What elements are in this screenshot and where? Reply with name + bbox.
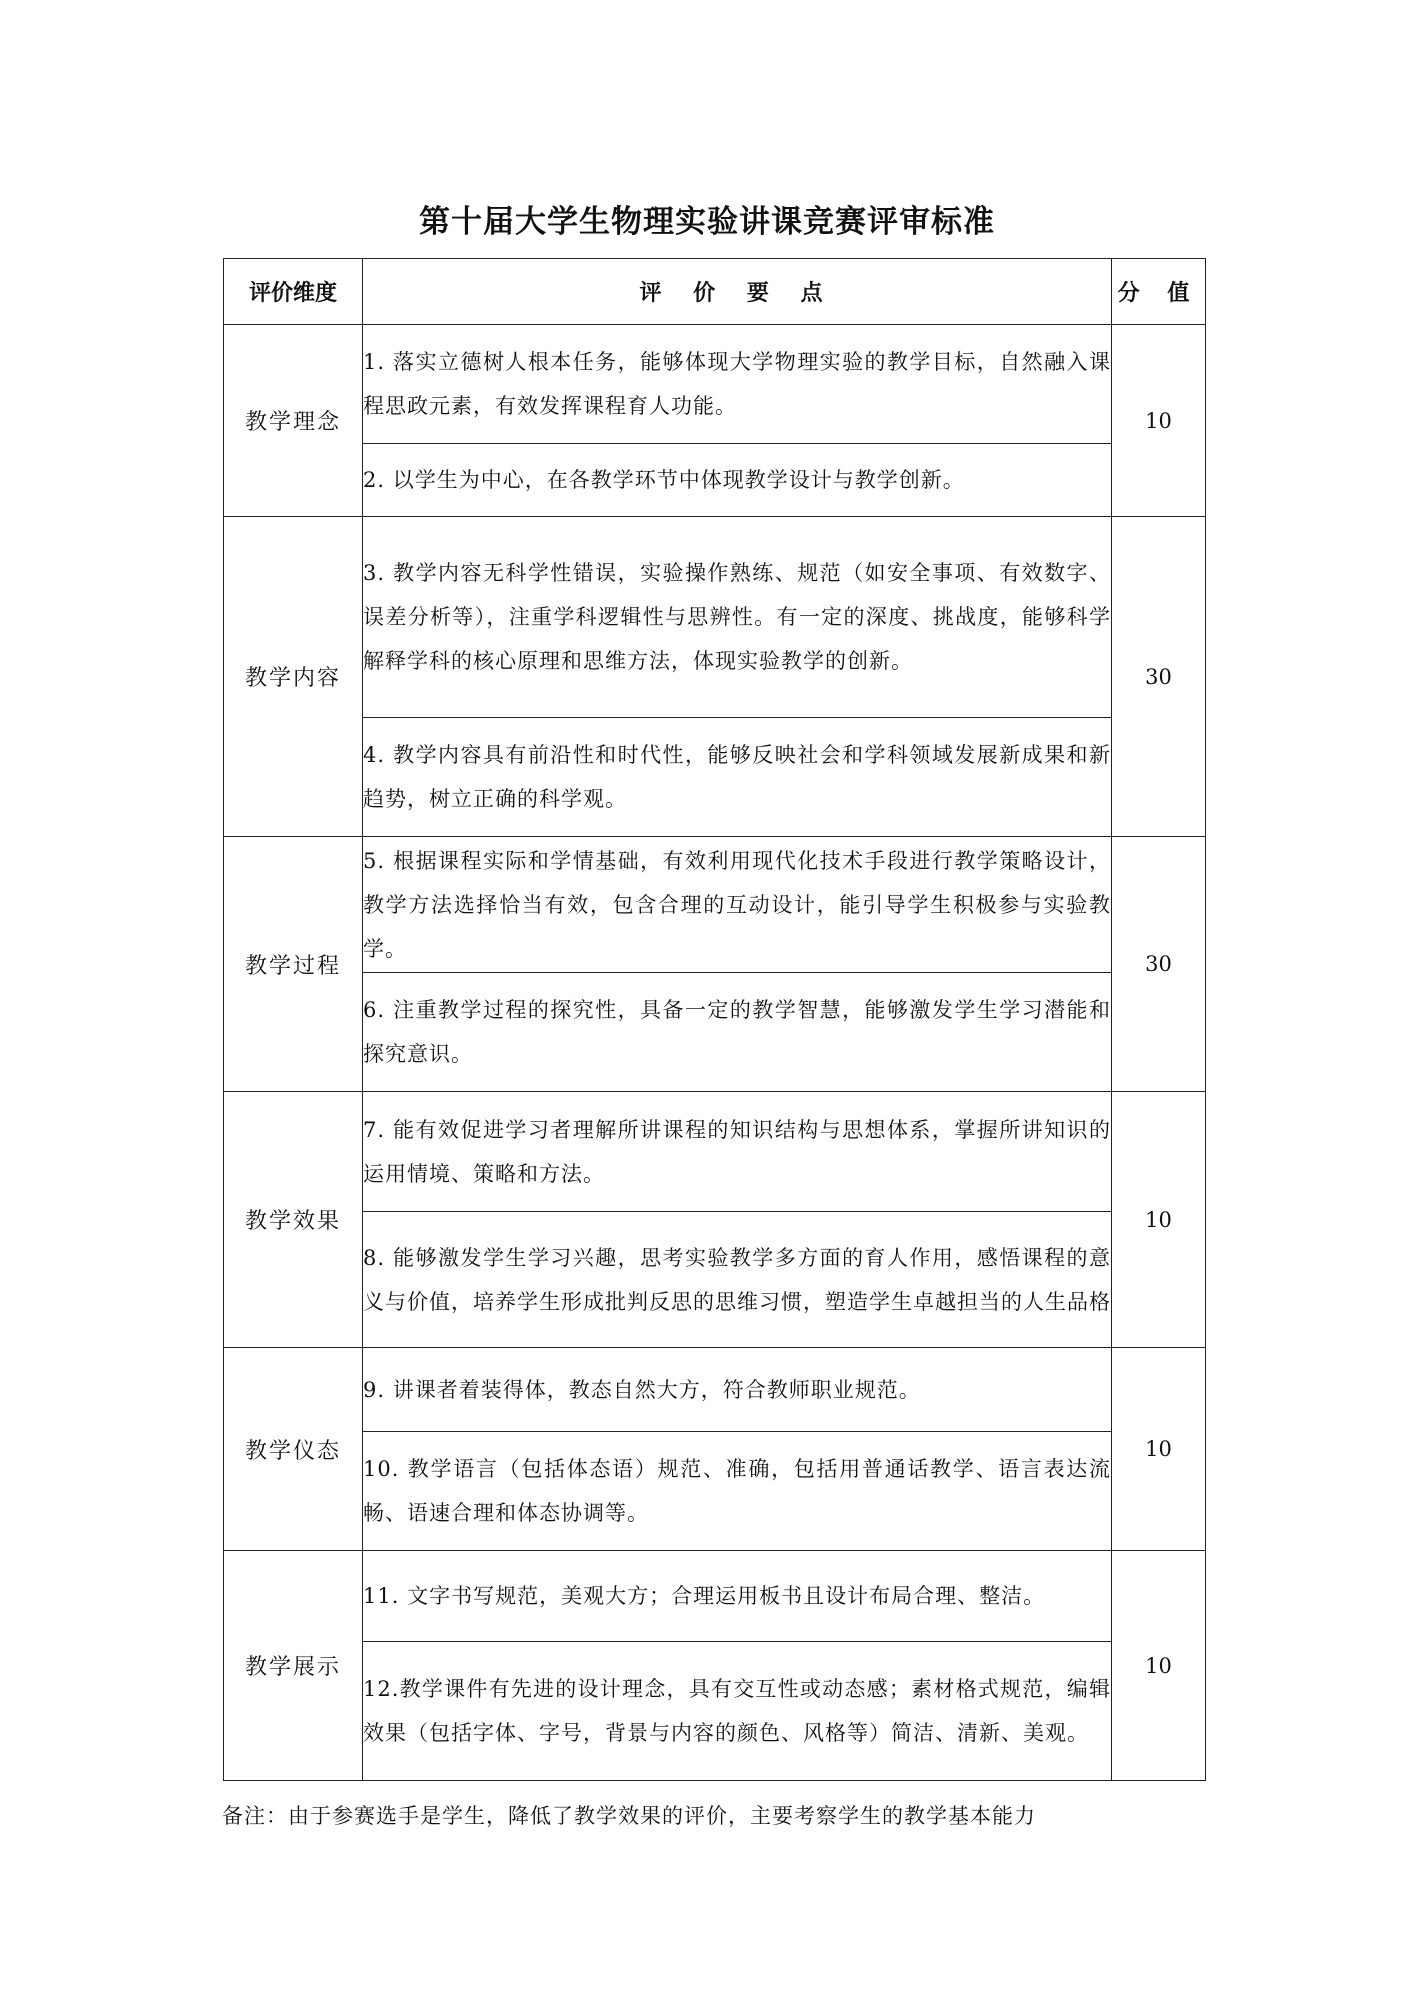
point-cell: 3. 教学内容无科学性错误，实验操作熟练、规范（如安全事项、有效数字、误差分析等），注重学科逻辑性与思辨性。有一定的深度、挑战度，能够科学解释学科的核心原理和思维方法，体现实验教学的创新。 — [363, 517, 1112, 718]
point-cell: 10. 教学语言（包括体态语）规范、准确，包括用普通话教学、语言表达流畅、语速合理和体态协调等。 — [363, 1432, 1112, 1551]
table-row — [224, 325, 1206, 444]
footnote: 备注：由于参赛选手是学生，降低了教学效果的评价，主要考察学生的教学基本能力 — [222, 1804, 1036, 1828]
table-row — [224, 444, 1206, 517]
dimension-cell: 教学内容 — [224, 517, 363, 837]
table-row — [224, 718, 1206, 837]
score-cell: 10 — [1112, 1551, 1206, 1781]
dimension-cell: 教学效果 — [224, 1092, 363, 1348]
point-cell: 11. 文字书写规范，美观大方；合理运用板书且设计布局合理、整洁。 — [363, 1551, 1112, 1642]
table-row — [224, 837, 1206, 973]
point-cell: 2. 以学生为中心，在各教学环节中体现教学设计与教学创新。 — [363, 444, 1112, 517]
header-points: 评 价 要 点 — [363, 259, 1112, 325]
point-cell: 4. 教学内容具有前沿性和时代性，能够反映社会和学科领域发展新成果和新趋势，树立正确的科学观。 — [363, 718, 1112, 837]
score-cell: 30 — [1112, 517, 1206, 837]
point-cell: 7. 能有效促进学习者理解所讲课程的知识结构与思想体系，掌握所讲知识的运用情境、策略和方法。 — [363, 1092, 1112, 1212]
table-row — [224, 1642, 1206, 1781]
table-row — [224, 1432, 1206, 1551]
table-row — [224, 1212, 1206, 1348]
dimension-cell: 教学展示 — [224, 1551, 363, 1781]
table-row — [224, 1551, 1206, 1642]
table-row — [224, 973, 1206, 1092]
dimension-cell: 教学仪态 — [224, 1348, 363, 1551]
table-row — [224, 1348, 1206, 1432]
page-title: 第十届大学生物理实验讲课竞赛评审标准 — [419, 204, 995, 240]
table-row — [224, 1092, 1206, 1212]
dimension-cell: 教学过程 — [224, 837, 363, 1092]
dimension-cell: 教学理念 — [224, 325, 363, 517]
point-cell: 6. 注重教学过程的探究性，具备一定的教学智慧，能够激发学生学习潜能和探究意识。 — [363, 973, 1112, 1092]
point-cell: 12.教学课件有先进的设计理念，具有交互性或动态感；素材格式规范，编辑效果（包括字体、字号，背景与内容的颜色、风格等）简洁、清新、美观。 — [363, 1642, 1112, 1781]
score-cell: 10 — [1112, 325, 1206, 517]
point-cell: 8. 能够激发学生学习兴趣，思考实验教学多方面的育人作用，感悟课程的意义与价值，培养学生形成批判反思的思维习惯，塑造学生卓越担当的人生品格 — [363, 1212, 1112, 1348]
score-cell: 30 — [1112, 837, 1206, 1092]
table-header-row — [224, 259, 1206, 325]
score-cell: 10 — [1112, 1348, 1206, 1551]
point-cell: 9. 讲课者着装得体，教态自然大方，符合教师职业规范。 — [363, 1348, 1112, 1432]
point-cell: 5. 根据课程实际和学情基础，有效利用现代化技术手段进行教学策略设计，教学方法选择恰当有效，包含合理的互动设计，能引导学生积极参与实验教学。 — [363, 837, 1112, 973]
score-cell: 10 — [1112, 1092, 1206, 1348]
header-dimension: 评价维度 — [224, 259, 363, 325]
criteria-table — [223, 258, 1206, 1781]
point-cell: 1. 落实立德树人根本任务，能够体现大学物理实验的教学目标，自然融入课程思政元素，有效发挥课程育人功能。 — [363, 325, 1112, 444]
header-score: 分 值 — [1112, 259, 1206, 325]
table-row — [224, 517, 1206, 718]
